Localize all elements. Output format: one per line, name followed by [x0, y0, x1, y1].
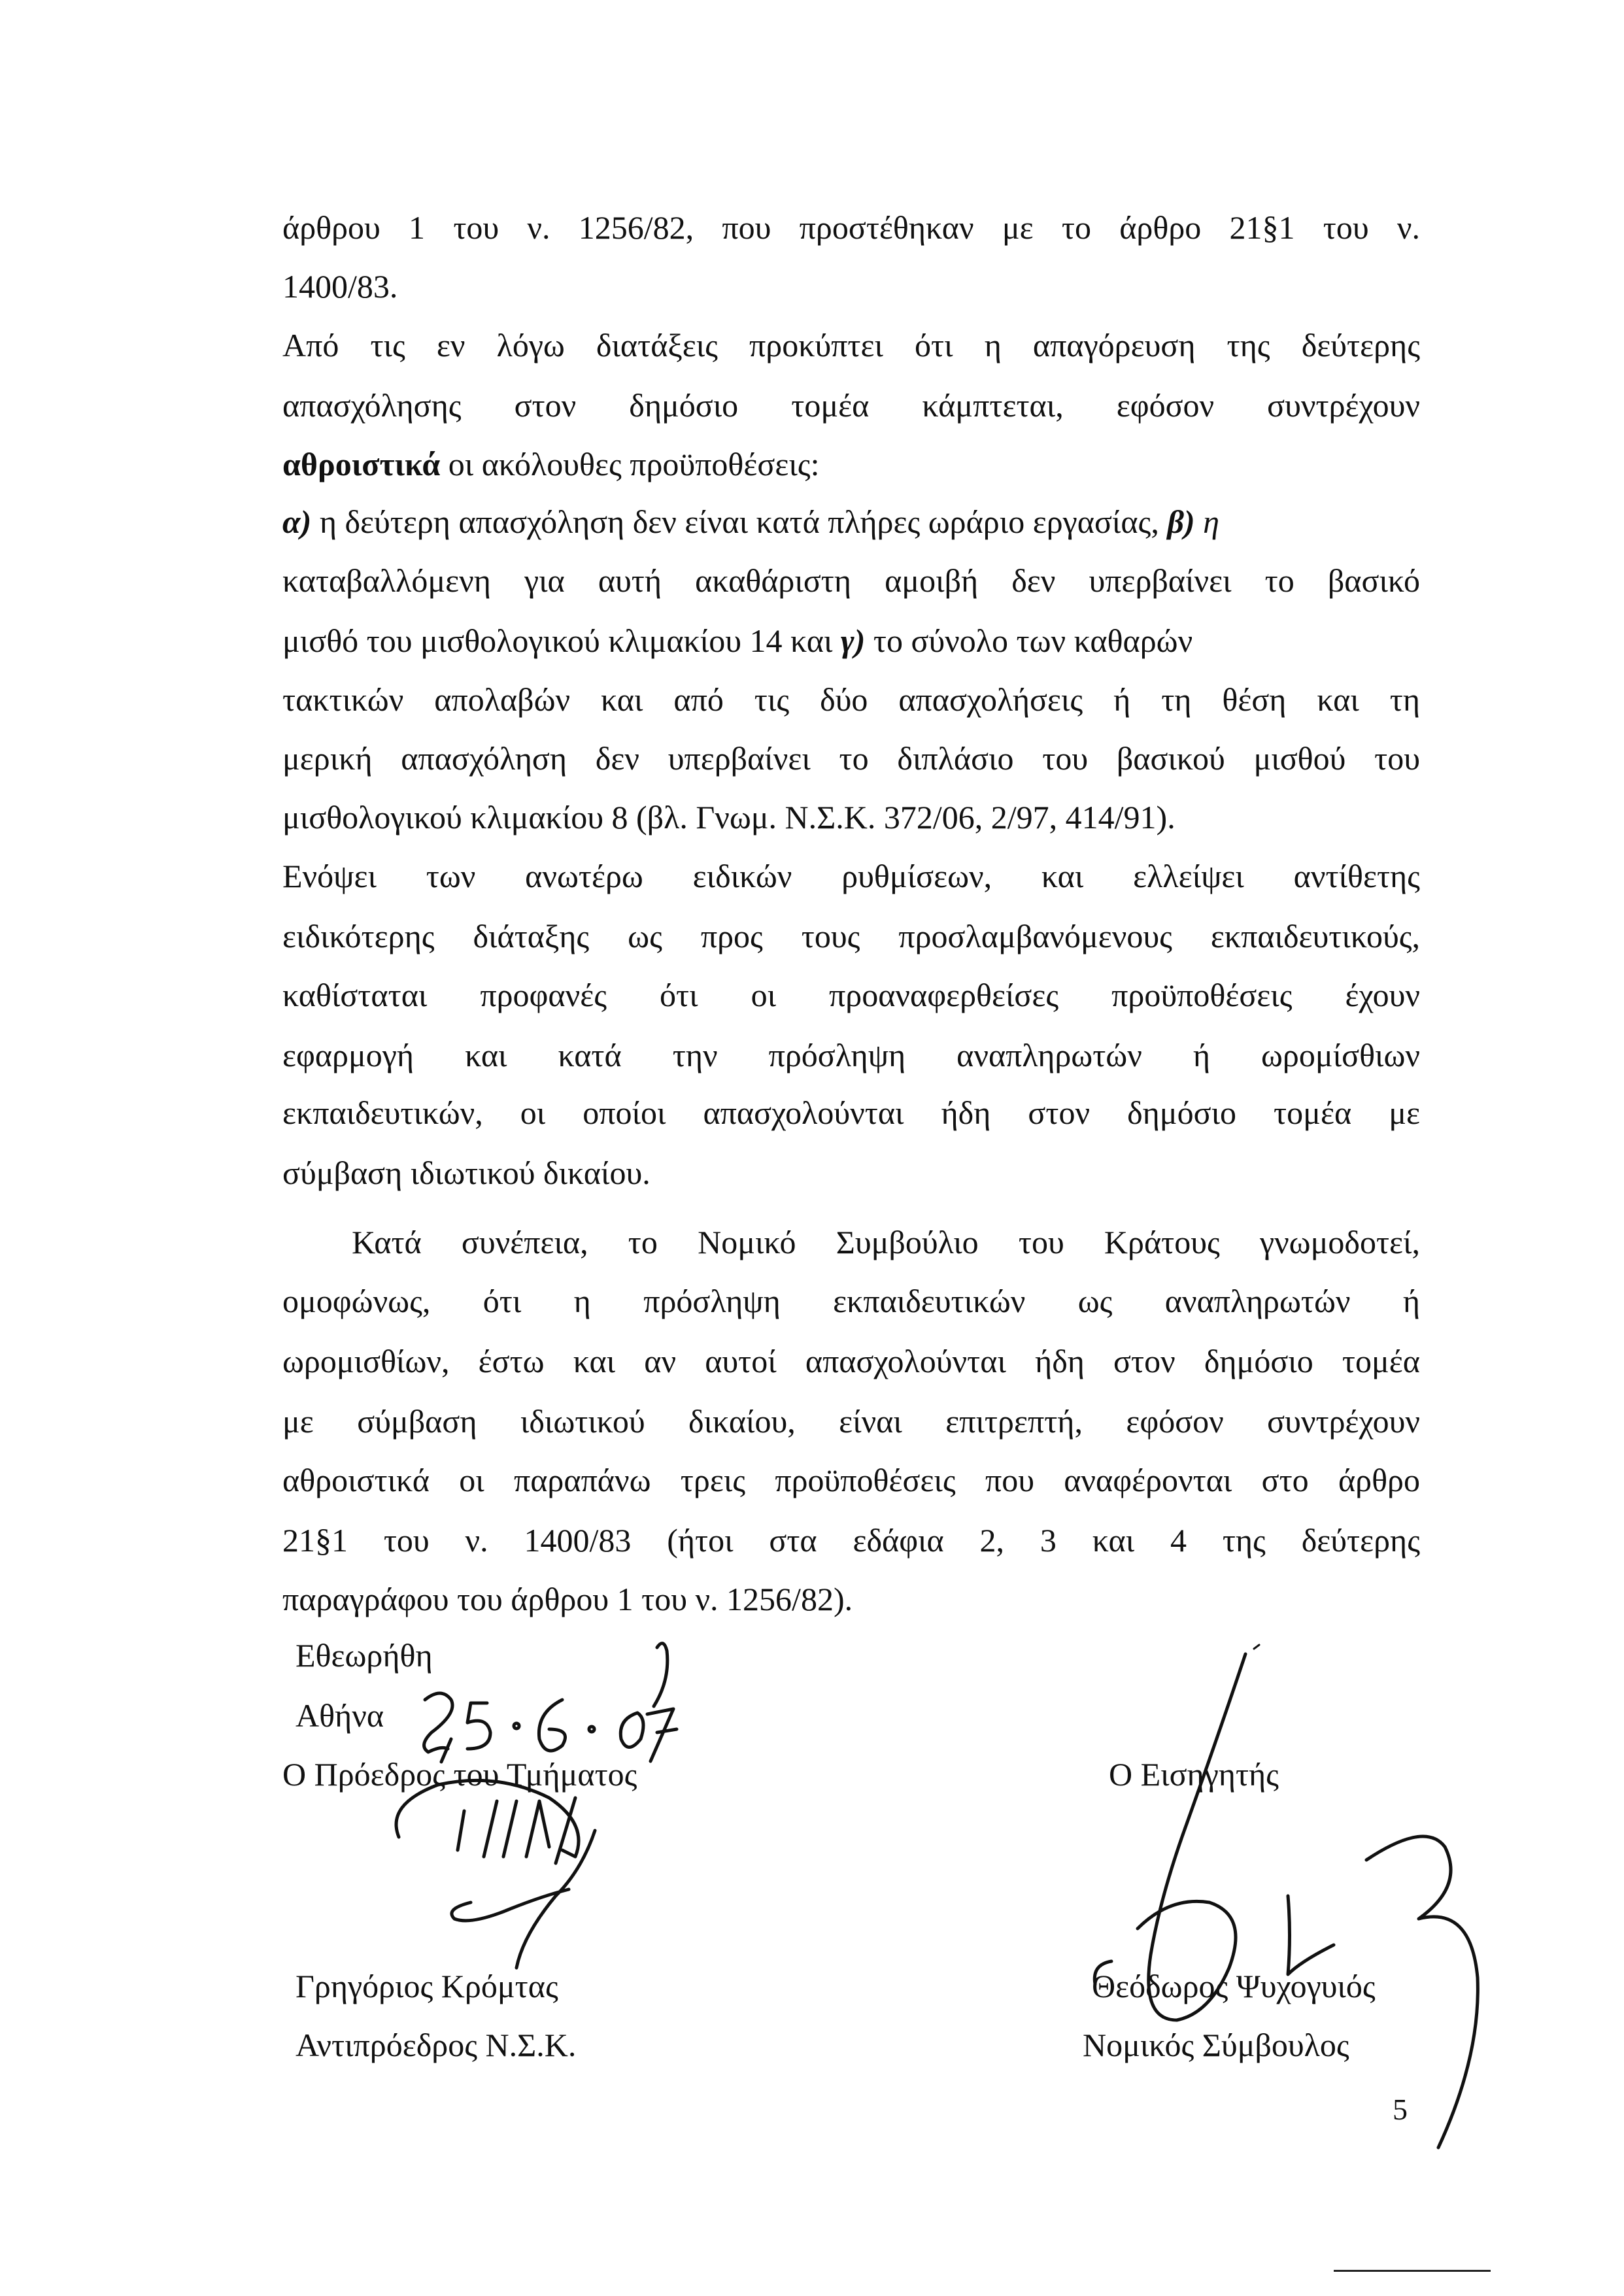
body-line: σύμβαση ιδιωτικού δικαίου. — [282, 1155, 651, 1191]
president-role: Αντιπρόεδρος Ν.Σ.Κ. — [296, 2027, 577, 2063]
body-line: 1400/83. — [282, 268, 398, 305]
body-text: η — [1194, 503, 1219, 540]
president-title: Ο Πρόεδρος του Τμήματος — [282, 1756, 637, 1793]
body-line: μισθολογικού κλιμακίου 8 (βλ. Γνωμ. Ν.Σ.Κ. 372/06, 2/97, 414/91). — [282, 799, 1176, 836]
footer-rule — [1334, 2270, 1491, 2272]
body-line: Κατά συνέπεια, το Νομικό Συμβούλιο του Κράτους γνωμοδοτεί, — [352, 1224, 1420, 1260]
president-name: Γρηγόριος Κρόμτας — [296, 1968, 558, 2004]
body-line: 21§1 του ν. 1400/83 (ήτοι στα εδάφια 2, 3 και 4 της δεύτερης — [282, 1522, 1420, 1559]
body-text: η δεύτερη απασχόληση δεν είναι κατά πλήρες ωράριο εργασίας, — [311, 503, 1168, 540]
list-marker-a: α) — [282, 503, 312, 540]
body-line: εκπαιδευτικών, οι οποίοι απασχολούνται ήδη στον δημόσιο τομέα με — [282, 1094, 1420, 1131]
rapporteur-signature — [1094, 1654, 1478, 2148]
body-line: ειδικότερης διάταξης ως προς τους προσλαμβανόμενους εκπαιδευτικούς, — [282, 918, 1420, 954]
body-text: οι ακόλουθες προϋποθέσεις: — [440, 446, 820, 482]
body-line: ωρομισθίων, έστω και αν αυτοί απασχολούνται ήδη στον δημόσιο τομέα — [282, 1343, 1420, 1379]
list-marker-g: γ) — [840, 622, 866, 659]
body-line: εφαρμογή και κατά την πρόσληψη αναπληρωτών ή ωρομίσθιων — [282, 1037, 1420, 1073]
body-text: μισθό του μισθολογικού κλιμακίου 14 και — [282, 622, 841, 659]
rapporteur-title: Ο Εισηγητής — [1109, 1756, 1279, 1793]
body-text: το σύνολο των καθαρών — [865, 622, 1193, 659]
list-marker-b: β) — [1167, 503, 1195, 540]
body-line: με σύμβαση ιδιωτικού δικαίου, είναι επιτρεπτή, εφόσον συντρέχουν — [282, 1403, 1420, 1440]
body-line: μερική απασχόληση δεν υπερβαίνει το διπλάσιο του βασικού μισθού του — [282, 740, 1420, 777]
body-line: καταβαλλόμενη για αυτή ακαθάριστη αμοιβή δεν υπερβαίνει το βασικό — [282, 562, 1420, 599]
body-line: ομοφώνως, ότι η πρόσληψη εκπαιδευτικών ως αναπληρωτών ή — [282, 1283, 1420, 1319]
city-label: Αθήνα — [296, 1697, 384, 1734]
body-line: καθίσταται προφανές ότι οι προαναφερθείσες προϋποθέσεις έχουν — [282, 977, 1420, 1013]
body-line: Ενόψει των ανωτέρω ειδικών ρυθμίσεων, και ελλείψει αντίθετης — [282, 858, 1420, 894]
body-line: αθροιστικά οι παραπάνω τρεις προϋποθέσεις που αναφέρονται στο άρθρο — [282, 1462, 1420, 1498]
page-number: 5 — [1393, 2093, 1408, 2126]
rapporteur-name: Θεόδωρος Ψυχογυιός — [1092, 1968, 1376, 2004]
body-line: άρθρου 1 του ν. 1256/82, που προστέθηκαν με το άρθρο 21§1 του ν. — [282, 209, 1420, 246]
body-line: Από τις εν λόγω διατάξεις προκύπτει ότι η απαγόρευση της δεύτερης — [282, 327, 1420, 363]
handwritten-date — [424, 1644, 677, 1762]
body-line: παραγράφου του άρθρου 1 του ν. 1256/82). — [282, 1581, 853, 1617]
body-line: απασχόλησης στον δημόσιο τομέα κάμπτεται, εφόσον συντρέχουν — [282, 387, 1420, 424]
rapporteur-role: Νομικός Σύμβουλος — [1083, 2027, 1349, 2063]
president-signature — [396, 1780, 595, 1968]
reviewed-label: Εθεωρήθη — [296, 1637, 433, 1674]
bold-term: αθροιστικά — [282, 446, 441, 482]
body-line: τακτικών απολαβών και από τις δύο απασχολήσεις ή τη θέση και τη — [282, 681, 1420, 718]
